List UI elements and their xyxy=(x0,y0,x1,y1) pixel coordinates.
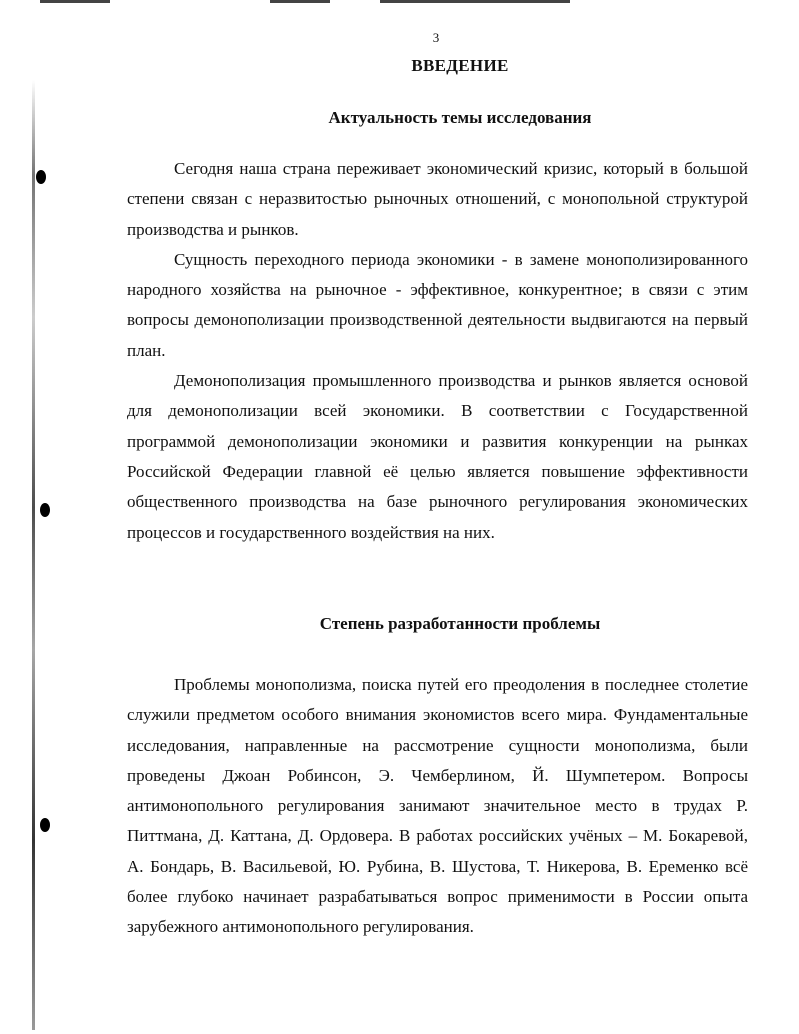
binding-hole xyxy=(36,170,46,184)
paragraph: Сегодня наша страна переживает экономический кризис, который в большой степени связан с неразвитостью рыночных отношений, с монопольной структурой производства и рынков. xyxy=(127,159,748,239)
page-title: ВВЕДЕНИЕ xyxy=(411,56,509,75)
scan-edge-shadow xyxy=(32,80,35,1030)
section-body-development xyxy=(127,670,748,943)
paragraph: Демонополизация промышленного производства и рынков является основой для демонополизации всей экономики. В соответствии с Государственной программой демонополизации экономики и развития конкуренции на рынках Российской Федерации главной её целью является повышение эффективности общественного производства на базе рыночного регулирования экономических процессов и государственного воздействия на них. xyxy=(127,371,748,542)
paragraph: Сущность переходного периода экономики - в замене монополизированного народного хозяйства на рыночное - эффективное, конкурентное; в связи с этим вопросы демонополизации производственной деятельности выдвигаются на первый план. xyxy=(127,249,748,360)
scan-artifact xyxy=(380,0,570,3)
page-number: 3 xyxy=(432,30,440,45)
section-title-relevance: Актуальность темы исследования xyxy=(328,108,592,127)
section-body-relevance xyxy=(127,154,748,548)
section-title-development: Степень разработанности проблемы xyxy=(319,614,601,633)
paragraph: Проблемы монополизма, поиска путей его преодоления в последнее столетие служили предметом особого внимания экономистов всего мира. Фундаментальные исследования, направленные на рассмотрение сущности монополизма, были проведены Джоан Робинсон, Э. Чемберлином, Й. Шумпетером. Вопросы антимонопольного регулирования занимают значительное место в трудах Р. Питтмана, Д. Каттана, Д. Ордовера. В работах российских учёных – М. Бокаревой, А. Бондарь, В. Васильевой, Ю. Рубина, В. Шустова, Т. Никерова, В. Еременко всё более глубоко начинает разрабатываться вопрос применимости в России опыта зарубежного антимонопольного регулирования. xyxy=(127,675,748,937)
binding-hole xyxy=(40,818,50,832)
binding-hole xyxy=(40,503,50,517)
scan-artifact xyxy=(270,0,330,3)
scan-artifact xyxy=(40,0,110,3)
